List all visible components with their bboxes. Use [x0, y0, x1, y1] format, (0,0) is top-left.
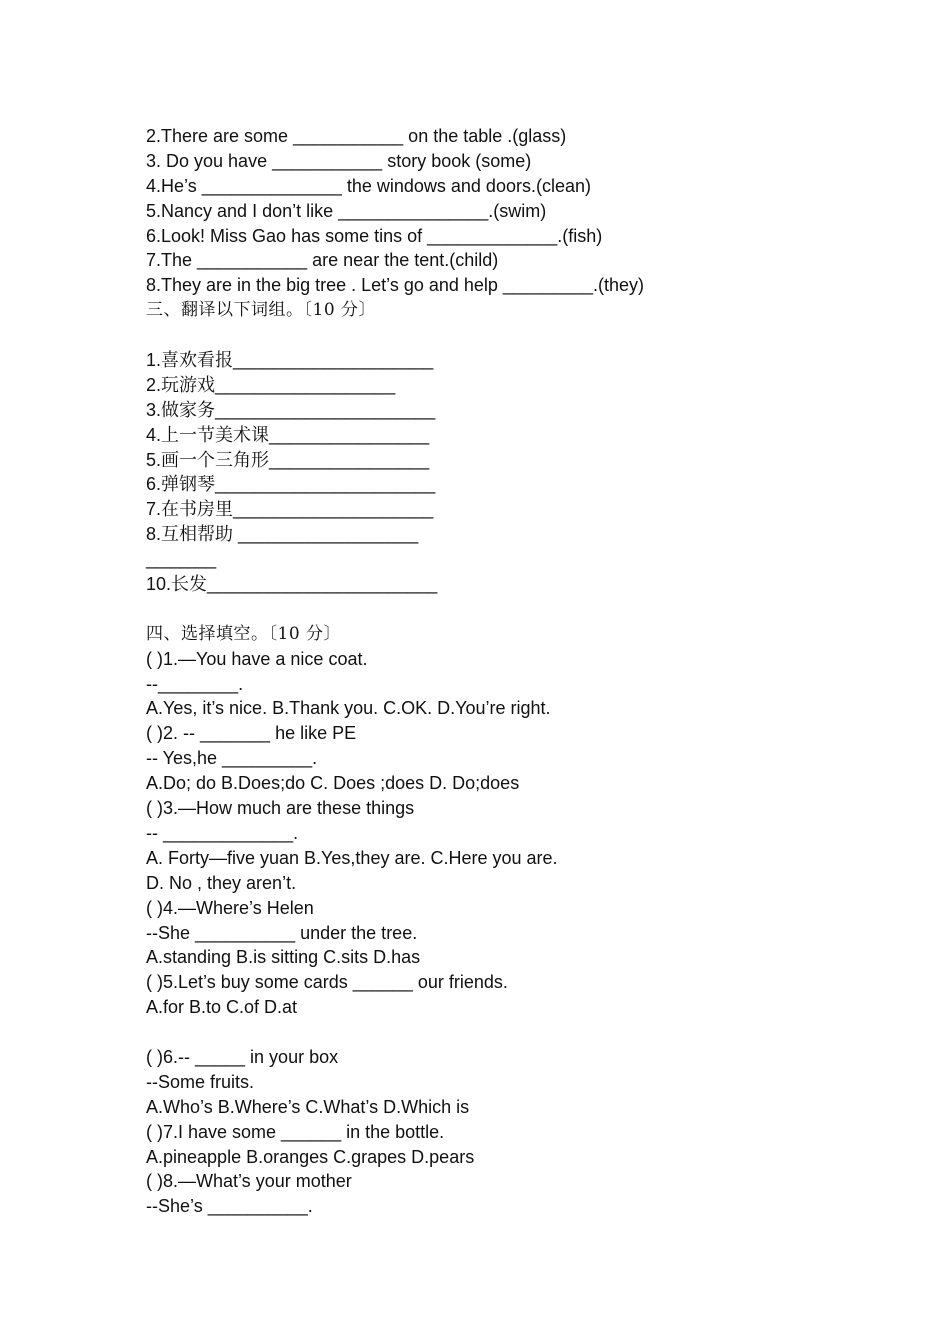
- choice-line: A.Yes, it’s nice. B.Thank you. C.OK. D.You’re right.: [146, 698, 551, 719]
- translation-item: 4.上一节美术课________________: [146, 424, 430, 445]
- spacer: [146, 323, 866, 348]
- question-line: 3. Do you have ___________ story book (some): [146, 150, 532, 171]
- choice-line: ( )4.—Where’s Helen: [146, 897, 314, 918]
- choice-line: -- Yes,he _________.: [146, 748, 318, 769]
- fill-blanks-section: [146, 124, 866, 298]
- choice-line: A. Forty—five yuan B.Yes,they are. C.Here you are.: [146, 847, 558, 868]
- choice-line: A.Who’s B.Where’s C.What’s D.Which is: [146, 1096, 470, 1117]
- translation-item: 8.互相帮助 __________________: [146, 524, 419, 545]
- translation-item: 5.画一个三角形________________: [146, 449, 430, 470]
- choice-line: D. No , they aren’t.: [146, 872, 297, 893]
- choice-line: ( )5.Let’s buy some cards ______ our friends.: [146, 972, 508, 993]
- section-heading: 四、选择填空。〔10 分〕: [146, 623, 342, 644]
- question-line: 7.The ___________ are near the tent.(child): [146, 250, 499, 271]
- translation-item: _______: [146, 549, 217, 570]
- choice-line: ( )6.-- _____ in your box: [146, 1046, 339, 1067]
- choice-line: --Some fruits.: [146, 1071, 255, 1092]
- translation-item: 3.做家务______________________: [146, 399, 436, 420]
- translation-section: [146, 298, 866, 597]
- translation-item: 7.在书房里____________________: [146, 499, 434, 520]
- choice-line: -- _____________.: [146, 822, 299, 843]
- choice-line: A.Do; do B.Does;do C. Does ;does D. Do;does: [146, 773, 520, 794]
- choice-line: ( )1.—You have a nice coat.: [146, 648, 368, 669]
- question-line: 4.He’s ______________ the windows and doors.(clean): [146, 175, 591, 196]
- worksheet-content: [146, 124, 866, 1219]
- choice-line: ( )2. -- _______ he like PE: [146, 723, 357, 744]
- choice-line: --She __________ under the tree.: [146, 922, 418, 943]
- choice-line: ( )8.—What’s your mother: [146, 1171, 352, 1192]
- choice-line: --She’s __________.: [146, 1196, 313, 1217]
- choice-line: A.pineapple B.oranges C.grapes D.pears: [146, 1146, 475, 1167]
- question-line: 8.They are in the big tree . Let’s go and help _________.(they): [146, 275, 645, 296]
- question-line: 6.Look! Miss Gao has some tins of _____________.(fish): [146, 225, 603, 246]
- spacer: [146, 1020, 866, 1045]
- spacer: [146, 597, 866, 622]
- choice-line: A.standing B.is sitting C.sits D.has: [146, 947, 421, 968]
- translation-item: 1.喜欢看报____________________: [146, 350, 434, 371]
- choice-line: --________.: [146, 673, 244, 694]
- question-line: 2.There are some ___________ on the table .(glass): [146, 126, 567, 146]
- translation-item: 10.长发_______________________: [146, 574, 438, 595]
- translation-item: 6.弹钢琴______________________: [146, 474, 436, 495]
- choice-line: ( )7.I have some ______ in the bottle.: [146, 1121, 445, 1142]
- choice-line: A.for B.to C.of D.at: [146, 997, 298, 1018]
- translation-item: 2.玩游戏__________________: [146, 374, 396, 395]
- section-heading: 三、翻译以下词组。〔10 分〕: [146, 300, 377, 321]
- question-line: 5.Nancy and I don’t like _______________.(swim): [146, 200, 547, 221]
- choice-line: ( )3.—How much are these things: [146, 798, 415, 819]
- multiple-choice-section: [146, 597, 866, 1219]
